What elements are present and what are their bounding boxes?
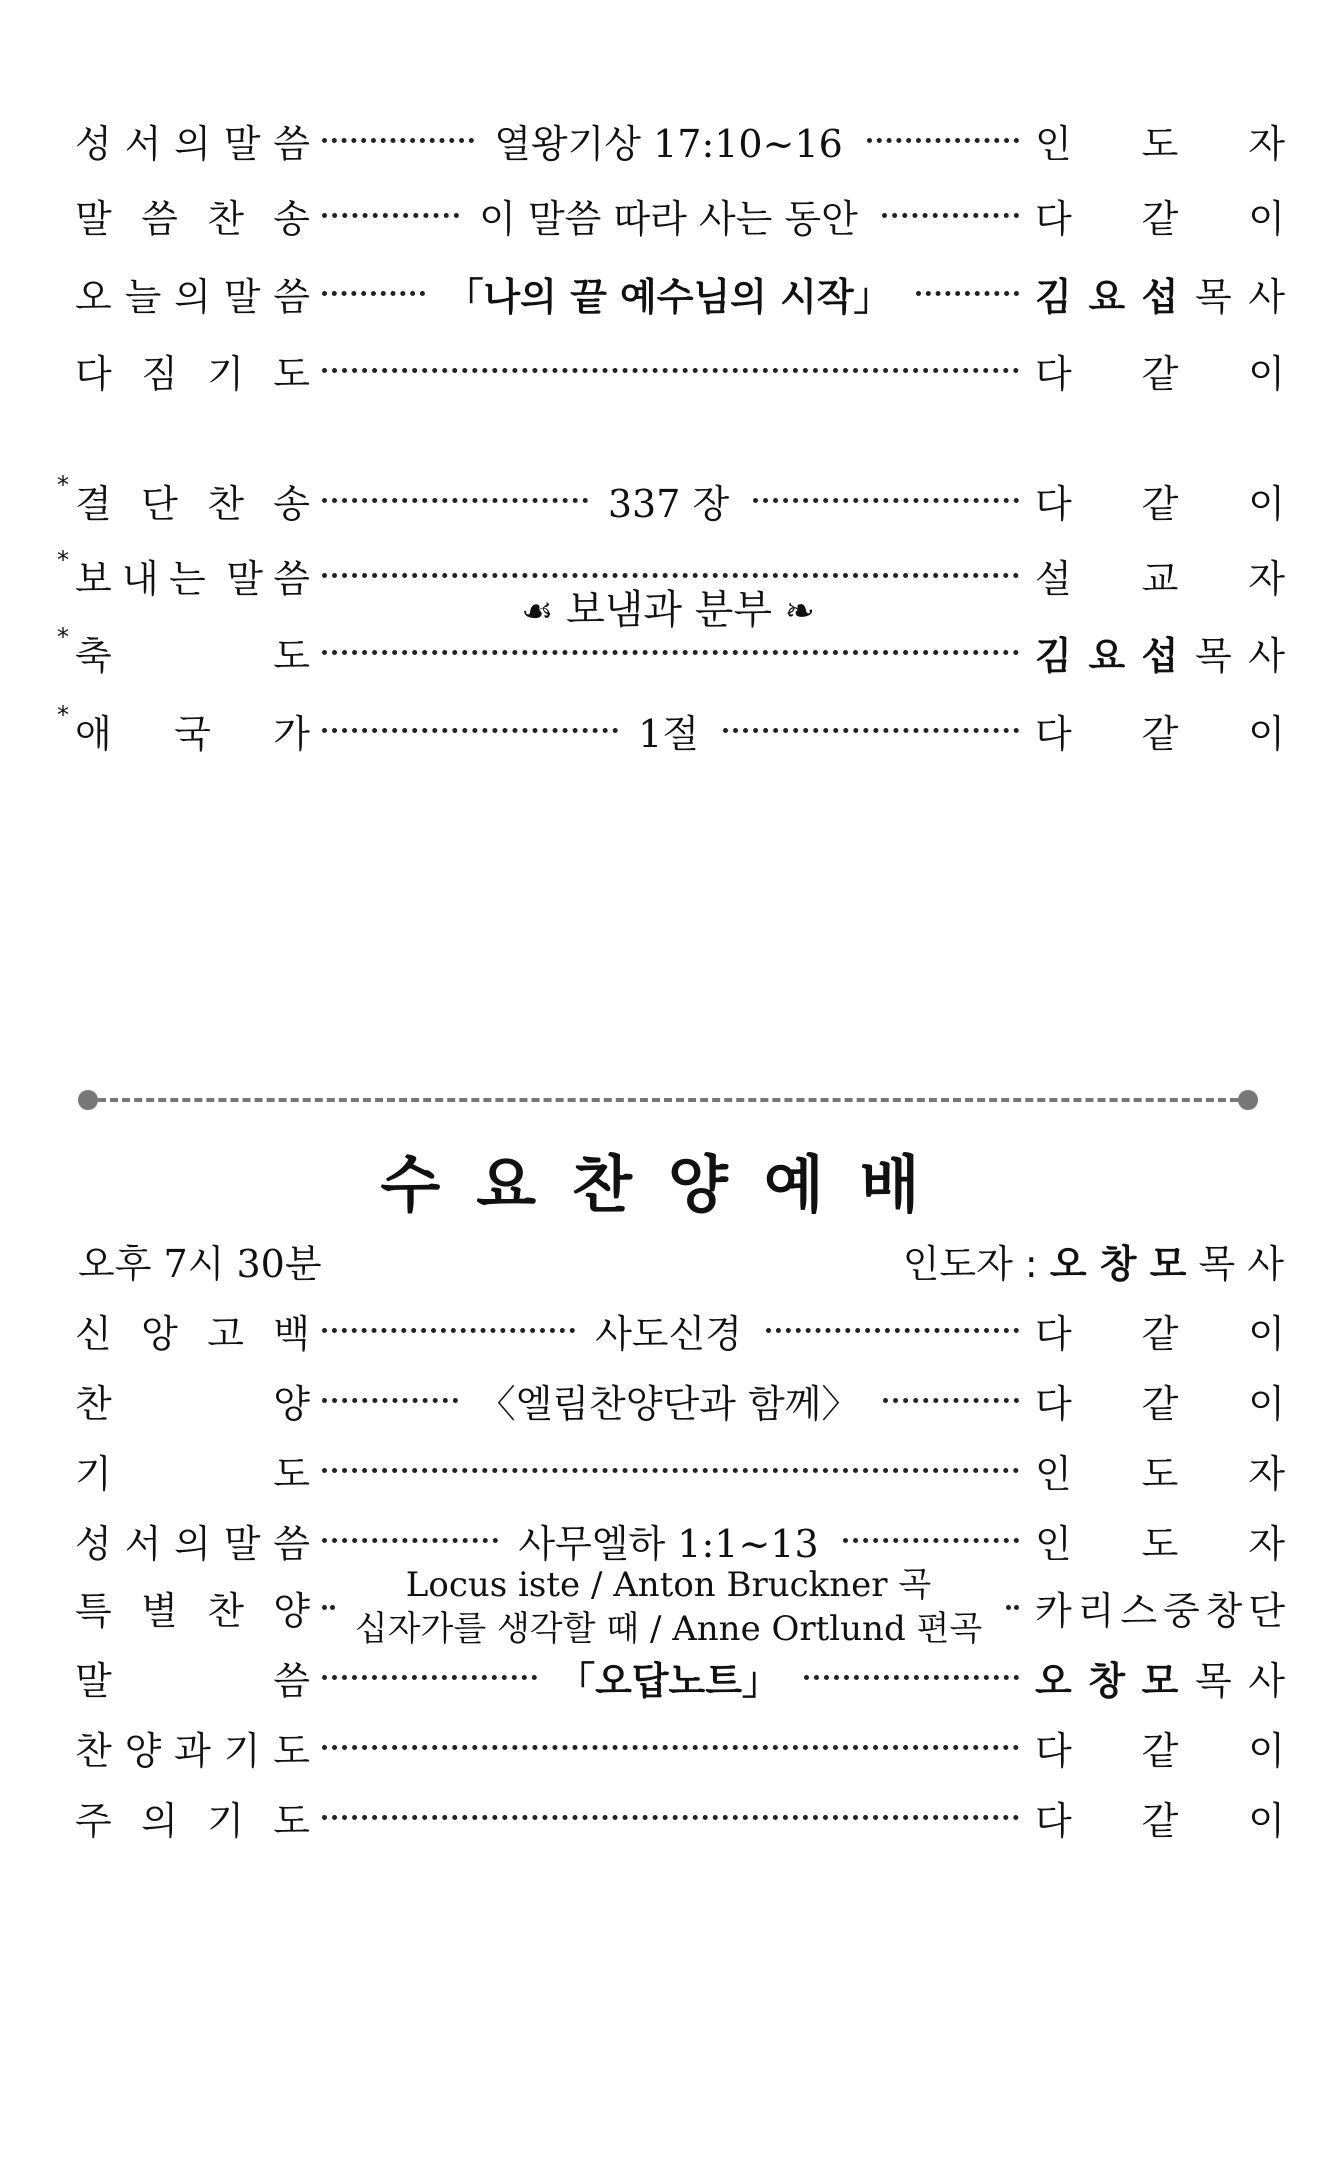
label-char: 기 — [207, 351, 244, 396]
dot-leader — [322, 1398, 458, 1403]
dot-leader — [322, 1675, 537, 1680]
dot-leader — [322, 573, 1019, 578]
responsible-char: 같 — [1141, 1381, 1179, 1426]
dot-leader — [883, 1398, 1019, 1403]
row-label — [75, 113, 310, 168]
service-time: 오후 7시 30분 — [78, 1242, 322, 1286]
row-label — [75, 1513, 310, 1568]
row-label — [57, 700, 310, 758]
responsible-char: 교 — [1141, 556, 1179, 601]
divider-dot-right-icon — [1238, 1090, 1258, 1110]
section-divider — [78, 1090, 1258, 1110]
label-char: 의 — [174, 1521, 211, 1566]
label-char: 과 — [174, 1728, 211, 1773]
label-char: 신 — [75, 1311, 112, 1356]
responsible-char: 중 — [1162, 1588, 1200, 1633]
responsible-char: 자 — [1248, 1451, 1285, 1496]
label-char: 애 — [75, 711, 112, 756]
standing-mark: * — [57, 622, 69, 651]
dot-leader — [843, 1538, 1019, 1543]
responsible-char: 이 — [1248, 351, 1285, 396]
row-responsible — [1035, 625, 1285, 680]
responsible-char: 인 — [1035, 1451, 1072, 1496]
row-label — [75, 1443, 310, 1498]
dot-leader — [867, 138, 1019, 143]
label-char: 찬 — [207, 196, 244, 241]
row-content: 〈엘림찬양단과 함께〉 — [477, 1381, 860, 1426]
label-char: 씀 — [273, 1521, 310, 1566]
responsible-char: 같 — [1141, 1311, 1179, 1356]
order-row — [75, 1642, 1285, 1712]
responsible-char: 다 — [1035, 1798, 1072, 1843]
label-char: 축 — [75, 633, 112, 678]
responsible-char: 목 — [1194, 633, 1232, 678]
order-row — [75, 1712, 1285, 1782]
row-responsible — [1035, 1720, 1285, 1775]
ornament-left-icon: ☙ — [521, 591, 554, 632]
label-char: 백 — [273, 1311, 310, 1356]
label-char: 의 — [174, 121, 211, 166]
responsible-char: 사 — [1248, 274, 1285, 319]
label-char: 의 — [141, 1798, 178, 1843]
responsible-char: 다 — [1035, 481, 1072, 526]
dot-leader — [322, 291, 425, 296]
label-char: 씀 — [273, 1658, 310, 1703]
row-content: 「나의 끝 예수님의 시작」 — [445, 274, 892, 319]
label-char: 씀 — [273, 556, 310, 601]
divider-dot-left-icon — [78, 1090, 98, 1110]
dot-leader — [322, 498, 588, 503]
label-char: 단 — [141, 481, 178, 526]
label-char: 도 — [273, 1451, 310, 1496]
standing-mark: * — [57, 545, 69, 574]
label-char: 말 — [223, 121, 261, 166]
label-char: 양 — [124, 1728, 162, 1773]
responsible-char: 김 — [1035, 274, 1072, 319]
responsible-char: 이 — [1248, 1311, 1285, 1356]
order-row — [57, 540, 1285, 610]
label-char: 짐 — [141, 351, 178, 396]
label-char: 도 — [273, 351, 310, 396]
responsible-char: 도 — [1141, 1451, 1179, 1496]
dot-leader — [916, 291, 1019, 296]
row-label — [75, 1790, 310, 1845]
dot-leader — [1006, 1605, 1019, 1610]
responsible-char: 섭 — [1141, 274, 1179, 319]
label-char: 찬 — [75, 1728, 112, 1773]
row-content: 열왕기상 17:10~16 — [494, 121, 843, 166]
responsible-char: 창 — [1205, 1588, 1243, 1633]
row-responsible — [1035, 1650, 1285, 1705]
label-char: 성 — [75, 121, 112, 166]
row-label — [75, 1303, 310, 1358]
label-char: 도 — [273, 1798, 310, 1843]
dot-leader — [322, 138, 474, 143]
responsible-char: 다 — [1035, 1381, 1072, 1426]
label-char: 성 — [75, 1521, 112, 1566]
leader-name: 오 창 모 — [1049, 1242, 1187, 1286]
order-row — [57, 465, 1286, 535]
row-label — [57, 470, 310, 528]
responsible-char: 인 — [1035, 121, 1072, 166]
label-char: 말 — [226, 556, 263, 601]
responsible-char: 도 — [1141, 1521, 1179, 1566]
dot-leader — [753, 498, 1019, 503]
label-char: 송 — [273, 481, 310, 526]
responsible-char: 인 — [1035, 1521, 1072, 1566]
responsible-char: 같 — [1141, 1728, 1179, 1773]
row-label — [57, 622, 310, 680]
dot-leader — [322, 1745, 1019, 1750]
dot-leader — [322, 1605, 335, 1610]
service-leader — [903, 1233, 1284, 1288]
label-char: 국 — [174, 711, 211, 756]
responsible-char: 같 — [1141, 1798, 1179, 1843]
label-char: 기 — [223, 1728, 261, 1773]
label-char: 양 — [273, 1588, 310, 1633]
responsible-char: 이 — [1248, 1798, 1285, 1843]
row-content: 「오답노트」 — [557, 1658, 780, 1703]
standing-mark: * — [57, 470, 69, 499]
row-label — [75, 1650, 310, 1705]
responsible-char: 이 — [1248, 1728, 1285, 1773]
label-char: 기 — [207, 1798, 244, 1843]
content-line: Locus iste / Anton Bruckner 곡 — [405, 1565, 932, 1605]
row-content: 1절 — [638, 711, 699, 756]
order-row — [57, 617, 1285, 687]
row-responsible — [1035, 266, 1285, 321]
row-responsible — [1035, 1443, 1285, 1498]
label-char: 찬 — [207, 1588, 244, 1633]
row-content — [343, 1563, 994, 1651]
label-char: 특 — [75, 1588, 112, 1633]
label-char: 서 — [124, 1521, 162, 1566]
order-row — [75, 180, 1285, 250]
label-char: 앙 — [141, 1311, 178, 1356]
dot-leader — [322, 650, 1019, 655]
responsible-char: 다 — [1035, 351, 1072, 396]
responsible-char: 자 — [1248, 556, 1285, 601]
label-char: 씀 — [141, 196, 178, 241]
responsible-char: 단 — [1248, 1588, 1285, 1633]
label-char: 도 — [273, 1728, 310, 1773]
dot-leader — [804, 1675, 1019, 1680]
dot-leader — [322, 1328, 575, 1333]
responsible-char: 창 — [1088, 1658, 1126, 1703]
order-row — [75, 105, 1285, 175]
order-row — [75, 258, 1285, 328]
label-char: 늘 — [124, 274, 162, 319]
label-char: 송 — [273, 196, 310, 241]
responsible-char: 같 — [1141, 196, 1179, 241]
responsible-char: 도 — [1141, 121, 1179, 166]
label-char: 가 — [273, 711, 310, 756]
label-char: 찬 — [207, 481, 244, 526]
row-content: 337 장 — [607, 481, 730, 526]
order-row — [75, 1435, 1285, 1505]
responsible-char: 다 — [1035, 1311, 1072, 1356]
dot-leader — [322, 1538, 498, 1543]
row-content: 사도신경 — [595, 1311, 742, 1356]
responsible-char: 같 — [1141, 481, 1179, 526]
label-char: 말 — [223, 274, 261, 319]
responsible-char: 같 — [1141, 711, 1179, 756]
responsible-char: 목 — [1194, 1658, 1232, 1703]
label-char: 별 — [141, 1588, 178, 1633]
dot-leader — [322, 213, 459, 218]
label-char: 내 — [122, 556, 159, 601]
dot-leader — [322, 1468, 1019, 1473]
dot-leader — [766, 1328, 1019, 1333]
dot-leader — [882, 213, 1019, 218]
row-responsible — [1035, 703, 1285, 758]
responsible-char: 이 — [1248, 711, 1286, 756]
row-responsible — [1035, 1580, 1285, 1635]
order-row — [75, 335, 1285, 405]
label-char: 말 — [75, 1658, 112, 1703]
order-row — [75, 1782, 1285, 1852]
row-responsible — [1035, 188, 1285, 243]
section-heading-text: 보냄과 분부 — [566, 587, 773, 633]
responsible-char: 리 — [1077, 1588, 1115, 1633]
responsible-char: 요 — [1088, 633, 1126, 678]
label-char: 주 — [75, 1798, 112, 1843]
responsible-char: 사 — [1248, 633, 1285, 678]
ornament-right-icon: ❧ — [784, 591, 815, 632]
row-label — [75, 1373, 310, 1428]
standing-mark: * — [57, 700, 69, 729]
row-responsible — [1035, 1790, 1285, 1845]
label-char: 씀 — [273, 121, 310, 166]
row-content: 이 말씀 따라 사는 동안 — [479, 196, 858, 241]
row-responsible — [1035, 1373, 1285, 1428]
row-responsible — [1035, 1513, 1285, 1568]
responsible-char: 카 — [1035, 1588, 1072, 1633]
dot-leader — [322, 1815, 1019, 1820]
order-row — [57, 695, 1286, 765]
label-char: 말 — [223, 1521, 261, 1566]
dot-leader — [322, 728, 618, 733]
responsible-char: 목 — [1194, 274, 1232, 319]
label-char: 도 — [273, 633, 310, 678]
dot-leader — [723, 728, 1019, 733]
label-char: 말 — [75, 196, 112, 241]
label-char: 다 — [75, 351, 112, 396]
label-char: 서 — [124, 121, 162, 166]
responsible-char: 다 — [1035, 711, 1072, 756]
leader-label: 인도자 : — [902, 1242, 1050, 1286]
label-char: 양 — [273, 1381, 310, 1426]
responsible-char: 스 — [1120, 1588, 1158, 1633]
row-label — [57, 545, 310, 603]
label-char: 보 — [75, 556, 112, 601]
responsible-char: 자 — [1248, 1521, 1286, 1566]
label-char: 오 — [75, 274, 112, 319]
label-char: 찬 — [75, 1381, 112, 1426]
row-responsible — [1035, 473, 1285, 528]
label-char: 는 — [169, 556, 206, 601]
row-responsible — [1035, 343, 1285, 398]
order-row — [75, 1565, 1285, 1649]
responsible-char: 이 — [1248, 196, 1286, 241]
wednesday-service-title: 수요찬양예배 — [380, 1148, 956, 1221]
order-row — [75, 1365, 1285, 1435]
row-label — [75, 343, 310, 398]
row-label — [75, 266, 310, 321]
responsible-char: 자 — [1248, 121, 1285, 166]
responsible-char: 이 — [1248, 481, 1286, 526]
label-char: 기 — [75, 1451, 112, 1496]
divider-line — [98, 1098, 1238, 1102]
label-char: 의 — [174, 274, 211, 319]
label-char: 결 — [75, 481, 112, 526]
responsible-char: 이 — [1248, 1381, 1285, 1426]
responsible-char: 같 — [1141, 351, 1179, 396]
responsible-char: 오 — [1035, 1658, 1072, 1703]
row-content: 사무엘하 1:1~13 — [518, 1521, 819, 1566]
row-responsible — [1035, 548, 1285, 603]
responsible-char: 사 — [1248, 1658, 1285, 1703]
row-label — [75, 1580, 310, 1635]
responsible-char: 모 — [1141, 1658, 1179, 1703]
order-row — [75, 1295, 1285, 1365]
responsible-char: 설 — [1035, 556, 1072, 601]
label-char: 고 — [207, 1311, 244, 1356]
leader-title: 목 사 — [1198, 1242, 1284, 1286]
row-label — [75, 1720, 310, 1775]
content-line: 십자가를 생각할 때 / Anne Ortlund 편곡 — [354, 1609, 983, 1649]
label-char: 씀 — [273, 274, 310, 319]
row-responsible — [1035, 1303, 1285, 1358]
dot-leader — [322, 368, 1019, 373]
responsible-char: 요 — [1088, 274, 1126, 319]
responsible-char: 섭 — [1141, 633, 1179, 678]
row-responsible — [1035, 113, 1285, 168]
responsible-char: 다 — [1035, 196, 1072, 241]
responsible-char: 김 — [1035, 633, 1072, 678]
responsible-char: 다 — [1035, 1728, 1072, 1773]
row-label — [75, 188, 310, 243]
